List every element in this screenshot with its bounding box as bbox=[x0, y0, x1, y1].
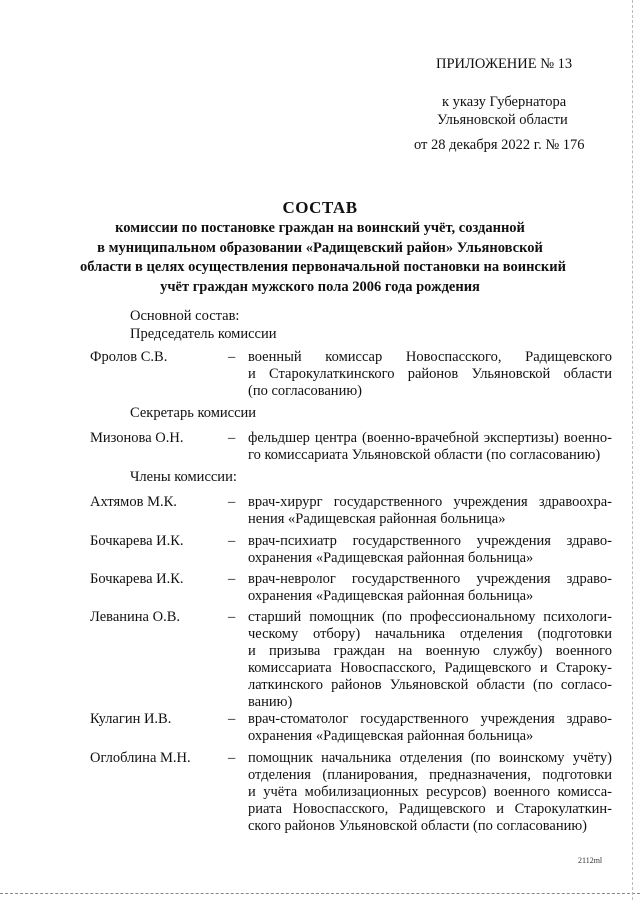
role-line: ческому отбору) начальника отделения (подготовки bbox=[248, 626, 612, 642]
footer-code: 2112ml bbox=[578, 856, 603, 865]
member-role bbox=[248, 494, 612, 528]
appendix-heading: ПРИЛОЖЕНИЕ № 13 bbox=[436, 56, 573, 72]
member-name: Оглоблина М.Н. bbox=[90, 750, 191, 766]
member-role bbox=[248, 430, 612, 464]
member-role bbox=[248, 750, 612, 835]
member-name: Фролов С.В. bbox=[90, 349, 168, 365]
role-line: ванию) bbox=[248, 694, 293, 710]
role-line: риата Новоспасского, Радищевского и Старокулаткин- bbox=[248, 801, 612, 817]
role-line: фельдшер центра (военно-врачебной экспертизы) военно- bbox=[248, 430, 612, 446]
member-role bbox=[248, 571, 612, 605]
role-line: врач-стоматолог государственного учреждения здраво- bbox=[248, 711, 612, 727]
dash-separator: – bbox=[228, 494, 236, 510]
role-line: охранения «Радищевская районная больница» bbox=[248, 550, 534, 566]
role-line: врач-психиатр государственного учреждения здраво- bbox=[248, 533, 612, 549]
role-line: врач-хирург государственного учреждения здравоохра- bbox=[248, 494, 612, 510]
member-name: Кулагин И.В. bbox=[90, 711, 172, 727]
subtitle-line: комиссии по постановке граждан на воинский учёт, созданной bbox=[115, 220, 525, 236]
subtitle-line: в муниципальном образовании «Радищевский район» Ульяновской bbox=[97, 239, 543, 256]
role-line: (по согласованию) bbox=[248, 383, 362, 399]
dash-separator: – bbox=[228, 750, 236, 766]
dash-separator: – bbox=[228, 430, 236, 446]
role-line: и Старокулаткинского районов Ульяновской области bbox=[248, 366, 612, 382]
role-line: латкинского районов Ульяновской области (по согласо- bbox=[248, 677, 612, 693]
role-line: и учёта мобилизационных ресурсов) военного комисса- bbox=[248, 784, 612, 800]
member-name: Бочкарева И.К. bbox=[90, 571, 184, 587]
role-line: старший помощник (по профессиональному психологи- bbox=[248, 609, 612, 625]
dash-separator: – bbox=[228, 533, 236, 549]
decree-date: от 28 декабря 2022 г. № 176 bbox=[414, 137, 585, 153]
region-reference: Ульяновской области bbox=[437, 112, 568, 128]
role-line: и призыва граждан на военную службу) военного bbox=[248, 643, 612, 659]
role-line: ского районов Ульяновской области (по согласованию) bbox=[248, 818, 588, 834]
role-line: комиссариата Новоспасского, Радищевского и Староку- bbox=[248, 660, 612, 676]
role-line: врач-невролог государственного учреждения здраво- bbox=[248, 571, 612, 587]
subtitle-line: области в целях осуществления первоначальной постановки на воинский bbox=[80, 259, 566, 275]
subtitle-line: учёт граждан мужского пола 2006 года рождения bbox=[160, 278, 480, 295]
document-subtitle bbox=[80, 219, 566, 297]
member-role bbox=[248, 711, 612, 745]
member-name: Мизонова О.Н. bbox=[90, 430, 184, 446]
member-role bbox=[248, 533, 612, 567]
section-main: Основной состав: bbox=[130, 308, 240, 324]
role-line: охранения «Радищевская районная больница» bbox=[248, 728, 534, 744]
section-secretary: Секретарь комиссии bbox=[130, 405, 257, 421]
dash-separator: – bbox=[228, 609, 236, 625]
member-role bbox=[248, 349, 612, 400]
member-name: Ахтямов М.К. bbox=[90, 494, 177, 510]
section-chair: Председатель комиссии bbox=[130, 326, 277, 342]
decree-reference: к указу Губернатора bbox=[442, 94, 567, 110]
section-members: Члены комиссии: bbox=[130, 469, 237, 485]
role-line: военный комиссар Новоспасского, Радищевского bbox=[248, 349, 612, 365]
role-line: помощник начальника отделения (по воинскому учёту) bbox=[248, 750, 612, 766]
role-line: охранения «Радищевская районная больница» bbox=[248, 588, 534, 604]
member-role bbox=[248, 609, 612, 711]
role-line: нения «Радищевская районная больница» bbox=[248, 511, 506, 527]
document-title: СОСТАВ bbox=[282, 198, 358, 217]
dash-separator: – bbox=[228, 711, 236, 727]
scan-border-right bbox=[632, 0, 633, 900]
role-line: отделения (планирования, предназначения, подготовки bbox=[248, 767, 612, 783]
scan-border-bottom bbox=[0, 893, 640, 894]
member-name: Леванина О.В. bbox=[90, 609, 180, 625]
role-line: го комиссариата Ульяновской области (по согласованию) bbox=[248, 447, 601, 463]
member-name: Бочкарева И.К. bbox=[90, 533, 184, 549]
dash-separator: – bbox=[228, 571, 236, 587]
dash-separator: – bbox=[228, 349, 236, 365]
